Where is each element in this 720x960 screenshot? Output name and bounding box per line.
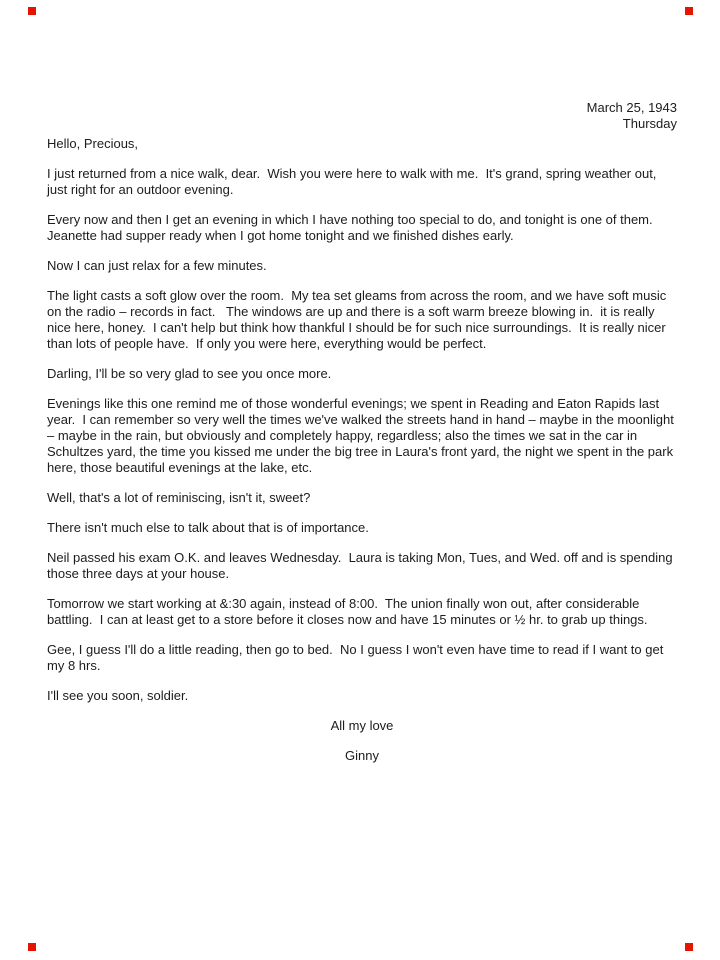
letter-paragraph: Evenings like this one remind me of those wonderful evenings; we spent in Reading and Eaton Rapids last year. I can remember so very well the times we've walked the streets hand in hand – maybe in the moonlight – maybe in the rain, but obviously and completely happy, regardless; also the times we sat in the car in Schultzes yard, the time you kissed me under the big tree in Laura's front yard, the night we spent in the park here, those beautiful evenings at the lake, etc. xyxy=(47,396,678,475)
letter-paragraph: I'll see you soon, soldier. xyxy=(47,688,189,703)
corner-marker-bottom-right xyxy=(685,943,693,951)
letter-date: March 25, 1943 xyxy=(586,100,677,115)
letter-day: Thursday xyxy=(622,116,677,131)
letter-paragraph: Every now and then I get an evening in which I have nothing too special to do, and tonight is one of them. Jeanette had supper ready when I got home tonight and we finished dishes early. xyxy=(47,212,660,243)
letter-closing: All my love xyxy=(330,718,394,733)
letter-paragraph: I just returned from a nice walk, dear. Wish you were here to walk with me. It's grand, spring weather out, just right for an outdoor evening. xyxy=(47,166,661,197)
letter-document xyxy=(47,0,677,764)
letter-paragraph: Now I can just relax for a few minutes. xyxy=(47,258,267,273)
letter-paragraph: Neil passed his exam O.K. and leaves Wednesday. Laura is taking Mon, Tues, and Wed. off and is spending those three days at your house. xyxy=(47,550,677,581)
corner-marker-top-right xyxy=(685,7,693,15)
corner-marker-bottom-left xyxy=(28,943,36,951)
salutation: Hello, Precious, xyxy=(47,136,139,151)
letter-paragraph: There isn't much else to talk about that is of importance. xyxy=(47,520,369,535)
letter-paragraph: Tomorrow we start working at &:30 again, instead of 8:00. The union finally won out, after considerable battling. I can at least get to a store before it closes now and have 15 minutes or ½ hr. to grab up things. xyxy=(47,596,648,627)
letter-paragraph: Gee, I guess I'll do a little reading, then go to bed. No I guess I won't even have time to read if I want to get my 8 hrs. xyxy=(47,642,667,673)
letter-signature: Ginny xyxy=(345,748,379,763)
letter-paragraph: The light casts a soft glow over the room. My tea set gleams from across the room, and we have soft music on the radio – records in fact. The windows are up and there is a soft warm breeze blowing in. it is really nice here, honey. I can't help but think how thankful I should be for such nice surroundings. It is really nicer than lots of people have. If only you were here, everything would be perfect. xyxy=(47,288,670,351)
letter-paragraph: Well, that's a lot of reminiscing, isn't it, sweet? xyxy=(47,490,311,505)
corner-marker-top-left xyxy=(28,7,36,15)
letter-paragraph: Darling, I'll be so very glad to see you once more. xyxy=(47,366,332,381)
date-block xyxy=(47,100,677,132)
